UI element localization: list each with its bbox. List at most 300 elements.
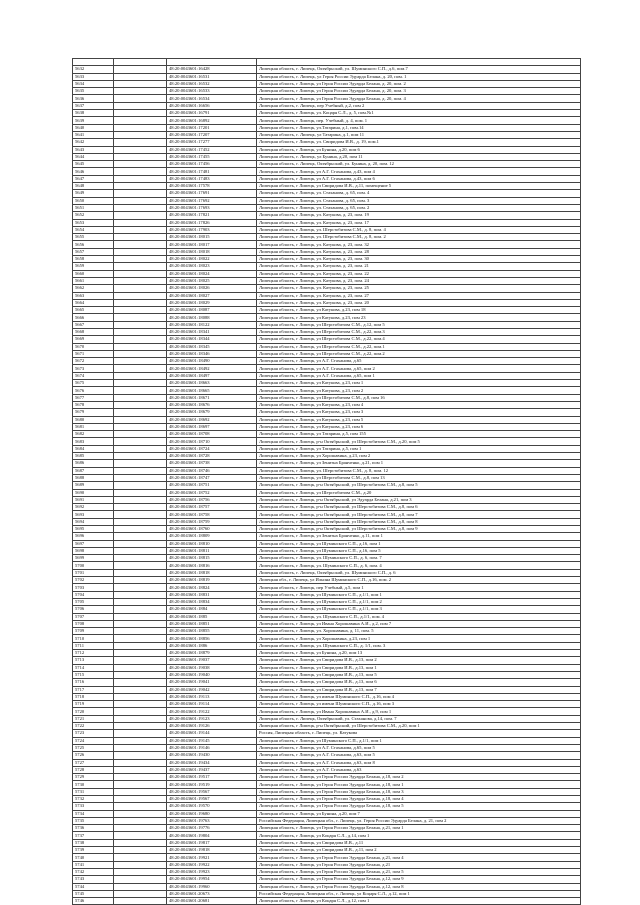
table-row: [73, 438, 581, 445]
object-address: Липецкая область, г Липецк, ул Героя России Эдуарда Белана, д. 20, пом. 3: [257, 88, 581, 95]
cadastral-number: 48:20:0043601:18697: [167, 423, 257, 430]
object-address: Липецкая область, г Липецк, ул. Коцаря С.Л., д. 5, пом.№1: [257, 110, 581, 117]
row-empty: [114, 598, 167, 605]
object-address: Липецкая область, г Липецк, ул Хорошавина, д.23, пом 2: [257, 453, 581, 460]
row-number: 5717: [73, 686, 114, 693]
cadastral-number: 48:20:0043601:16892: [167, 117, 257, 124]
row-empty: [114, 372, 167, 379]
row-number: 5728: [73, 766, 114, 773]
cadastral-number: 48:20:0043601:19960: [167, 883, 257, 890]
cadastral-number: 48:20:0043601:17691: [167, 190, 257, 197]
row-number: 5684: [73, 445, 114, 452]
row-empty: [114, 781, 167, 788]
row-empty: [114, 868, 167, 875]
cadastral-number: 48:20:0043601:18710: [167, 438, 257, 445]
cadastral-number: 48:20:0043601:19123: [167, 715, 257, 722]
cadastral-number: 48:20:0043601:18708: [167, 431, 257, 438]
cadastral-number: 48:20:0043601:17201: [167, 124, 257, 131]
object-address: Липецкая область, г Липецк, ул Шуминского С.П., д.1/1, пом 1: [257, 737, 581, 744]
cadastral-number: 48:20:0043601:17207: [167, 131, 257, 138]
row-number: 5637: [73, 102, 114, 109]
object-address: Липецкая область, г Липецк, ул Героя России Эдуарда Белана, д. 20, пом. 2: [257, 80, 581, 87]
row-number: 5694: [73, 518, 114, 525]
cadastral-number: 48:20:0043601:18760: [167, 526, 257, 533]
row-empty: [114, 650, 167, 657]
table-row: [73, 540, 581, 547]
cadastral-number: 48:20:0043601:19567: [167, 795, 257, 802]
cadastral-number: 48:20:0043601:18344: [167, 336, 257, 343]
cadastral-number: 48:20:0043601:17277: [167, 139, 257, 146]
table-row: [73, 467, 581, 474]
row-empty: [114, 467, 167, 474]
cadastral-number: 48:20:0043601:18809: [167, 533, 257, 540]
table-row: [73, 744, 581, 751]
row-number: 5688: [73, 474, 114, 481]
row-number: 5716: [73, 679, 114, 686]
row-number: 5738: [73, 839, 114, 846]
row-number: 5664: [73, 299, 114, 306]
row-empty: [114, 219, 167, 226]
object-address: Липецкая область, г Липецк, ул Героя России Эдуарда Белана, д.21, пом 5: [257, 868, 581, 875]
cadastral-number: 48:20:0043601:18728: [167, 453, 257, 460]
row-empty: [114, 832, 167, 839]
table-row: [73, 234, 581, 241]
table-row: [73, 474, 581, 481]
cadastral-number: 48:20:0043601:18834: [167, 598, 257, 605]
object-address: Липецкая область, г Липецк, ул. Стаханова, д. 65, пом. 4: [257, 190, 581, 197]
table-row: [73, 336, 581, 343]
cadastral-number: 48:20:0043601:18015: [167, 234, 257, 241]
row-number: 5642: [73, 139, 114, 146]
object-address: Липецкая область, г Липецк, ул А.Г. Стаханова, д.63: [257, 766, 581, 773]
table-row: [73, 890, 581, 897]
table-row: [73, 781, 581, 788]
table-row: [73, 591, 581, 598]
cadastral-number: 48:20:0043601:18490: [167, 358, 257, 365]
row-empty: [114, 131, 167, 138]
row-number: 5736: [73, 825, 114, 832]
object-address: Липецкая область, г Липецк, ул Шерстобитова С.М., д.20: [257, 489, 581, 496]
row-number: 5745: [73, 890, 114, 897]
row-number: 5743: [73, 876, 114, 883]
row-empty: [114, 358, 167, 365]
object-address: Липецкая область, г Липецк, ул Героя России Эдуарда Белана, д.21: [257, 861, 581, 868]
object-address: Липецкая область, г. Липецк, ул Героя России Эдуарда Белана, д. 20, пом. 1: [257, 73, 581, 80]
row-number: 5715: [73, 671, 114, 678]
row-number: 5700: [73, 562, 114, 569]
object-address: Липецкая область, г Липецк, ул Героя России Эдуарда Белана, д.21, пом 4: [257, 854, 581, 861]
row-empty: [114, 350, 167, 357]
table-row: [73, 759, 581, 766]
cadastral-number: 48:20:0043601:18026: [167, 285, 257, 292]
object-address: Липецкая область, г Липецк, ул А.Г. Стаханова, д.65, пом 5: [257, 744, 581, 751]
header-cell-number: [73, 59, 114, 66]
row-number: 5734: [73, 810, 114, 817]
table-row: [73, 401, 581, 408]
row-number: 5714: [73, 664, 114, 671]
row-empty: [114, 453, 167, 460]
row-number: 5689: [73, 482, 114, 489]
table-row: [73, 737, 581, 744]
object-address: Липецкая область, г Липецк, ул Свиридова И.В., д.13, пом 2: [257, 657, 581, 664]
table-row: [73, 569, 581, 576]
row-number: 5744: [73, 883, 114, 890]
cadastral-number: 48:20:0043601:19817: [167, 839, 257, 846]
row-empty: [114, 460, 167, 467]
row-empty: [114, 876, 167, 883]
row-number: 5706: [73, 606, 114, 613]
row-empty: [114, 153, 167, 160]
table-row: [73, 387, 581, 394]
cadastral-number: 48:20:0043601:18815: [167, 555, 257, 562]
table-row: [73, 606, 581, 613]
cadastral-number: 48:20:0043601:18851: [167, 620, 257, 627]
row-number: 5719: [73, 701, 114, 708]
row-empty: [114, 73, 167, 80]
cadastral-number: 48:20:0043601:16791: [167, 110, 257, 117]
row-empty: [114, 613, 167, 620]
cadastral-number: 48:20:0043601:17903: [167, 226, 257, 233]
row-number: 5667: [73, 321, 114, 328]
object-address: Липецкая область, г Липецк, ул Катукова, д.23, пом 3: [257, 409, 581, 416]
table-row: [73, 825, 581, 832]
row-empty: [114, 562, 167, 569]
cadastral-number: 48:20:0043601:18087: [167, 307, 257, 314]
row-empty: [114, 708, 167, 715]
row-number: 5671: [73, 350, 114, 357]
object-address: Липецкая область, г Липецк, ул Коцаря С.Л., д.12, пом 1: [257, 898, 581, 905]
cadastral-number: 48:20:0043601:18692: [167, 416, 257, 423]
table-row: [73, 628, 581, 635]
table-row: [73, 868, 581, 875]
cadastral-number: 48:20:0043601:18679: [167, 409, 257, 416]
cadastral-number: 48:20:0043601:20681: [167, 898, 257, 905]
table-row: [73, 124, 581, 131]
table-row: [73, 445, 581, 452]
row-number: 5666: [73, 314, 114, 321]
cadastral-number: 48:20:0043601:19041: [167, 679, 257, 686]
row-number: 5693: [73, 511, 114, 518]
table-row: [73, 533, 581, 540]
table-row: [73, 496, 581, 503]
object-address: Липецкая область, г Липецк, ул Героя России Эдуарда Белана, д.18, пом 2: [257, 774, 581, 781]
cadastral-number: 48:20:0043601:16534: [167, 95, 257, 102]
cadastral-number: 48:20:0043601:19570: [167, 803, 257, 810]
table-row: [73, 190, 581, 197]
table-row: [73, 803, 581, 810]
row-empty: [114, 387, 167, 394]
cadastral-number: 48:20:0043601:18747: [167, 474, 257, 481]
row-empty: [114, 788, 167, 795]
object-address: Липецкая область, г Липецк, ул Катукова, д.23, пом 1: [257, 380, 581, 387]
object-address: Липецкая область, г Липецк, ул. Катукова, д. 23, пом. 28: [257, 248, 581, 255]
row-empty: [114, 795, 167, 802]
row-number: 5668: [73, 328, 114, 335]
row-empty: [114, 606, 167, 613]
row-number: 5740: [73, 854, 114, 861]
object-address: Липецкая область, г Липецк, ул. Катукова, д. 23, пом. 21: [257, 263, 581, 270]
row-empty: [114, 518, 167, 525]
table-row: [73, 810, 581, 817]
object-address: Липецкая область, г Липецк, ул Героя России Эдуарда Белана, д.18, пом 4: [257, 795, 581, 802]
row-empty: [114, 110, 167, 117]
table-row: [73, 365, 581, 372]
object-address: Липецкая область, г Липецк, ул имени Шуминского С.П., д.16, пом 3: [257, 701, 581, 708]
row-number: 5672: [73, 358, 114, 365]
row-empty: [114, 774, 167, 781]
row-empty: [114, 810, 167, 817]
cadastral-number: 48:20:0043601:19517: [167, 774, 257, 781]
table-row: [73, 146, 581, 153]
cadastral-number: 48:20:0043601:18341: [167, 328, 257, 335]
table-row: [73, 380, 581, 387]
row-empty: [114, 847, 167, 854]
object-address: Липецкая обл., г. Липецк, ул Ильина Шуминского С.П., д.16, пом. 2: [257, 577, 581, 584]
object-address: Липецкая область, г Липецк, ул Катукова, д.23, пом 18: [257, 307, 581, 314]
row-empty: [114, 161, 167, 168]
row-number: 5640: [73, 124, 114, 131]
row-number: 5647: [73, 175, 114, 182]
row-empty: [114, 854, 167, 861]
table-row: [73, 730, 581, 737]
row-number: 5725: [73, 744, 114, 751]
object-address: Липецкая область, г Липецк, пер. Учебный, д. 4, пом. 1: [257, 117, 581, 124]
table-row: [73, 839, 581, 846]
row-number: 5652: [73, 212, 114, 219]
table-row: [73, 898, 581, 905]
object-address: Липецкая область, г Липецк, ул Свиридова И.В., д.13, пом 1: [257, 664, 581, 671]
row-number: 5641: [73, 131, 114, 138]
row-empty: [114, 146, 167, 153]
object-address: Липецкая область, г Липецк, ул. Свиридова И.В., д. 19, пом.1: [257, 139, 581, 146]
row-empty: [114, 540, 167, 547]
object-address: Липецкая область, г Липецк, ул Катукова, д.23, пом 5: [257, 416, 581, 423]
cadastral-number: 48:20:0043601:18492: [167, 365, 257, 372]
object-address: Липецкая область, г Липецк, ул Свиридова И.В., д.13, пом 7: [257, 686, 581, 693]
table-row: [73, 701, 581, 708]
cadastral-number: 48:20:0043601:17821: [167, 212, 257, 219]
object-address: Липецкая область, г Липецк, ул Шерстобитова С.М., д.22, пом.4: [257, 336, 581, 343]
row-empty: [114, 620, 167, 627]
cadastral-number: 48:20:0043601:18738: [167, 460, 257, 467]
row-number: 5727: [73, 759, 114, 766]
cadastral-number: 48:20:0043601:18824: [167, 584, 257, 591]
row-number: 5638: [73, 110, 114, 117]
row-number: 5649: [73, 190, 114, 197]
table-row: [73, 774, 581, 781]
row-empty: [114, 139, 167, 146]
row-number: 5722: [73, 723, 114, 730]
table-row: [73, 248, 581, 255]
row-empty: [114, 299, 167, 306]
row-number: 5735: [73, 817, 114, 824]
table-row: [73, 795, 581, 802]
header-row: [73, 59, 581, 66]
table-row: [73, 766, 581, 773]
object-address: Липецкая область, г Липецк, ул А.Г. Стаханова, д.63, пом 5: [257, 752, 581, 759]
object-address: Липецкая область, г Липецк, ул Героя России Эдуарда Белана, д.12, пом 8: [257, 883, 581, 890]
row-empty: [114, 569, 167, 576]
cadastral-number: 48:20:0043601:18024: [167, 270, 257, 277]
table-row: [73, 518, 581, 525]
table-row: [73, 394, 581, 401]
cadastral-number: 48:20:0043601:17826: [167, 219, 257, 226]
row-number: 5708: [73, 620, 114, 627]
row-number: 5657: [73, 248, 114, 255]
row-number: 5746: [73, 898, 114, 905]
object-address: Липецкая область, г Липецк, ул Хорошавина, д.23, пом 1: [257, 635, 581, 642]
table-row: [73, 511, 581, 518]
cadastral-number: 48:20:0043601:18017: [167, 241, 257, 248]
row-empty: [114, 737, 167, 744]
object-address: Липецкая область, г Липецк, ул.Татарина, д.1, пом.14: [257, 124, 581, 131]
cadastral-number: 48:20:0043601:18751: [167, 482, 257, 489]
table-row: [73, 861, 581, 868]
object-address: Липецкая область, г Липецк, ул Зенитна Бранченко, д.21, пом 1: [257, 460, 581, 467]
row-empty: [114, 547, 167, 554]
table-row: [73, 153, 581, 160]
row-number: 5678: [73, 401, 114, 408]
cadastral-number: 48:20:0043601:18756: [167, 496, 257, 503]
object-address: Липецкая область, г Липецк, ул имени Шуминского С.П., д.16, пом 4: [257, 693, 581, 700]
object-address: Липецкая область, г Липецк, ул Шуминского С.П., д.1/1, пом 3: [257, 606, 581, 613]
table-row: [73, 277, 581, 284]
row-number: 5656: [73, 241, 114, 248]
table-row: [73, 241, 581, 248]
row-number: 5709: [73, 628, 114, 635]
table-row: [73, 270, 581, 277]
row-number: 5730: [73, 781, 114, 788]
table-row: [73, 110, 581, 117]
cadastral-number: 48:20:0043601:19434: [167, 759, 257, 766]
cadastral-number: 48:20:0043601:19954: [167, 876, 257, 883]
row-number: 5653: [73, 219, 114, 226]
object-address: Липецкая область, г Липецк, ул Героя России Эдуарда Белана, д.12, пом 9: [257, 876, 581, 883]
row-empty: [114, 95, 167, 102]
table-row: [73, 650, 581, 657]
row-empty: [114, 343, 167, 350]
table-row: [73, 832, 581, 839]
row-empty: [114, 124, 167, 131]
object-address: Липецкая область, г Липецк, ул Героя России Эдуарда Белана, д. 20, пом. 4: [257, 95, 581, 102]
row-empty: [114, 474, 167, 481]
row-empty: [114, 445, 167, 452]
object-address: Липецкая область, г Липецк, р-н Октябрьский, ул Шерстобитова С.М., д.8, пом 9: [257, 526, 581, 533]
object-address: Липецкая область, г. Липецк, ул Татарина, д.1, пом 11: [257, 131, 581, 138]
row-number: 5691: [73, 496, 114, 503]
row-empty: [114, 277, 167, 284]
header-cell-empty: [114, 59, 167, 66]
cadastral-number: 48:20:0043601:19776: [167, 825, 257, 832]
row-empty: [114, 511, 167, 518]
object-address: Липецкая область, г Липецк, р-н Октябрьский, ул Шерстобитова С.М., д.8, пом 6: [257, 504, 581, 511]
object-address: Липецкая область, г Липецк, ул. Стаханова, д. 65, пом. 3: [257, 197, 581, 204]
row-number: 5648: [73, 183, 114, 190]
row-number: 5673: [73, 365, 114, 372]
header-cell-cadastral: [167, 59, 257, 66]
cadastral-number: 48:20:0043601:18122: [167, 321, 257, 328]
object-address: Липецкая область, г Липецк, ул. Хорошавина, д. 11, пом. 5: [257, 628, 581, 635]
row-number: 5701: [73, 569, 114, 576]
table-row: [73, 292, 581, 299]
table-row: [73, 423, 581, 430]
row-empty: [114, 744, 167, 751]
row-number: 5646: [73, 168, 114, 175]
row-empty: [114, 256, 167, 263]
cadastral-number: 48:20:0043601:18752: [167, 489, 257, 496]
object-address: Липецкая область, г Липецк, р-н Октябрьский, ул Шерстобитова С.М., д.20, пом 1: [257, 723, 581, 730]
cadastral-number: 48:20:0043601:19113: [167, 693, 257, 700]
object-address: Липецкая область, г Липецк, р-н Октябрьский, ул Эдуарда Белана, д.21, пом 3: [257, 496, 581, 503]
cadastral-number: 48:20:0043601:19437: [167, 766, 257, 773]
row-number: 5741: [73, 861, 114, 868]
table-row: [73, 88, 581, 95]
cadastral-number: 48:20:0043601:17452: [167, 146, 257, 153]
row-empty: [114, 212, 167, 219]
object-address: Липецкая область, г Липецк, ул Свиридова И.В., д.13, пом 5: [257, 671, 581, 678]
row-number: 5660: [73, 270, 114, 277]
table-row: [73, 847, 581, 854]
object-address: Липецкая область, г Липецк, ул. Катукова, д. 23, пом. 25: [257, 285, 581, 292]
object-address: Липецкая область, г Липецк, ул Ивана Хорошавина А.И., д.2, пом 7: [257, 620, 581, 627]
table-row: [73, 197, 581, 204]
row-number: 5661: [73, 277, 114, 284]
row-empty: [114, 204, 167, 211]
row-number: 5742: [73, 868, 114, 875]
table-row: [73, 212, 581, 219]
row-number: 5676: [73, 387, 114, 394]
row-number: 5636: [73, 95, 114, 102]
table-row: [73, 482, 581, 489]
row-number: 5663: [73, 292, 114, 299]
object-address: Липецкая область, г. Липецк, Октябрьский, ул. Стаханова, д.14, пом. 7: [257, 715, 581, 722]
object-address: Липецкая область, г. Липецк, Октябрьский, ул. Шуминского С.П., д.6, пом.7: [257, 66, 581, 73]
object-address: Липецкая область, г Липецк, ул. Шерстобитова С.М., д. 8, пом. 12: [257, 467, 581, 474]
cadastral-number: 48:20:0043601:16531: [167, 73, 257, 80]
row-number: 5679: [73, 409, 114, 416]
object-address: Липецкая область, г Липецк, ул Татарина, д.5, пом 1: [257, 445, 581, 452]
row-number: 5718: [73, 693, 114, 700]
row-empty: [114, 307, 167, 314]
object-address: Липецкая область, г Липецк, ул Шерстобитова С.М., д.22, пом.2: [257, 350, 581, 357]
row-empty: [114, 584, 167, 591]
cadastral-number: 48:20:0043601:17693: [167, 204, 257, 211]
cadastral-number: 48:20:0043601:19126: [167, 723, 257, 730]
table-row: [73, 817, 581, 824]
table-row: [73, 752, 581, 759]
table-row: [73, 183, 581, 190]
cadastral-number: 48:20:0043601:18758: [167, 511, 257, 518]
row-number: 5654: [73, 226, 114, 233]
object-address: Липецкая область, г Липецк, ул А.Г. Стаханова, д.65, пом 1: [257, 372, 581, 379]
object-address: Липецкая область, г Липецк, ул. Шуминского С.П., д. 1/1, пом. 3: [257, 642, 581, 649]
row-number: 5669: [73, 336, 114, 343]
object-address: Липецкая область, г Липецк, ул Катукова, д.23, пом 4: [257, 401, 581, 408]
row-number: 5696: [73, 533, 114, 540]
row-number: 5703: [73, 584, 114, 591]
row-number: 5707: [73, 613, 114, 620]
row-number: 5695: [73, 526, 114, 533]
row-empty: [114, 285, 167, 292]
cadastral-number: 48:20:0043601:19923: [167, 868, 257, 875]
table-row: [73, 788, 581, 795]
row-empty: [114, 241, 167, 248]
row-empty: [114, 102, 167, 109]
cadastral-number: 48:20:0043601:18810: [167, 540, 257, 547]
row-empty: [114, 839, 167, 846]
object-address: Липецкая область, г Липецк, ул Свиридова И.В., д.11: [257, 839, 581, 846]
row-number: 5711: [73, 642, 114, 649]
